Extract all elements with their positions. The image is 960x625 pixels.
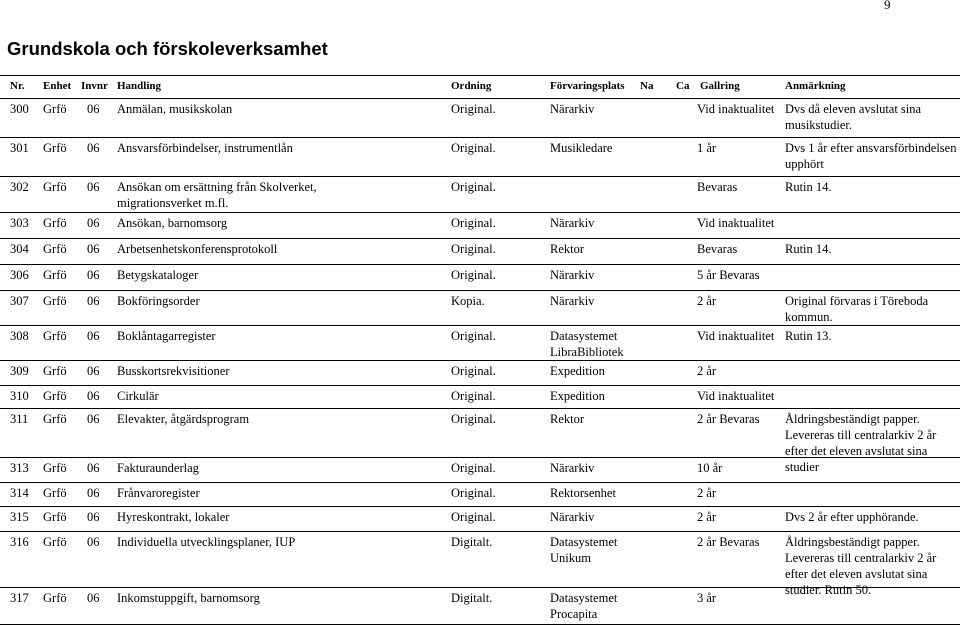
cell-invnr: 06 [87, 535, 100, 549]
cell-handling: Elevakter, åtgärdsprogram [117, 412, 250, 426]
cell-forvaringsplats: Rektorsenhet [550, 486, 616, 500]
cell-enhet: Grfö [43, 510, 67, 524]
header-anmarkning: Anmärkning [785, 80, 846, 92]
cell-handling: Boklåntagarregister [117, 329, 216, 343]
cell-gallring: 2 år [697, 364, 717, 378]
cell-anmarkning: Original förvaras i Töreboda kommun. [785, 294, 929, 324]
cell-ordning: Digitalt. [451, 591, 493, 605]
cell-gallring: Vid inaktualitet [697, 216, 775, 230]
cell-invnr: 06 [87, 242, 100, 256]
cell-gallring: 2 år [697, 510, 717, 524]
cell-forvaringsplats: Datasystemet Procapita [550, 591, 618, 621]
cell-enhet: Grfö [43, 268, 67, 282]
cell-handling: Inkomstuppgift, barnomsorg [117, 591, 260, 605]
cell-ordning: Original. [451, 486, 496, 500]
cell-invnr: 06 [87, 216, 100, 230]
cell-gallring: 2 år [697, 294, 717, 308]
cell-invnr: 06 [87, 294, 100, 308]
cell-ordning: Original. [451, 364, 496, 378]
cell-nr: 307 [10, 294, 29, 308]
page-number: 9 [884, 0, 891, 12]
cell-forvaringsplats: Närarkiv [550, 461, 595, 475]
cell-enhet: Grfö [43, 461, 67, 475]
cell-handling: Ansökan, barnomsorg [117, 216, 228, 230]
cell-anmarkning: Rutin 14. [785, 180, 832, 194]
cell-gallring: Vid inaktualitet [697, 329, 775, 343]
cell-nr: 308 [10, 329, 29, 343]
cell-enhet: Grfö [43, 216, 67, 230]
cell-ordning: Original. [451, 268, 496, 282]
page-title: Grundskola och förskoleverksamhet [7, 38, 328, 59]
table-row [0, 532, 960, 597]
header-forvaringsplats: Förvaringsplats [550, 80, 625, 92]
cell-gallring: Bevaras [697, 180, 738, 194]
cell-ordning: Original. [451, 141, 496, 155]
cell-gallring: Vid inaktualitet [697, 389, 775, 403]
cell-invnr: 06 [87, 329, 100, 343]
cell-ordning: Original. [451, 180, 496, 194]
cell-enhet: Grfö [43, 329, 67, 343]
cell-handling: Ansvarsförbindelser, instrumentlån [117, 141, 293, 155]
cell-nr: 313 [10, 461, 29, 475]
cell-nr: 304 [10, 242, 29, 256]
header-invnr: Invnr [81, 80, 108, 92]
cell-ordning: Digitalt. [451, 535, 493, 549]
table-row [0, 483, 960, 507]
table-row [0, 588, 960, 625]
cell-invnr: 06 [87, 510, 100, 524]
cell-nr: 316 [10, 535, 29, 549]
cell-handling: Bokföringsorder [117, 294, 200, 308]
table-row [0, 99, 960, 138]
cell-anmarkning: Åldringsbeständigt papper. Levereras till centralarkiv 2 år efter det eleven avslutat sina studier [785, 412, 937, 474]
cell-handling: Cirkulär [117, 389, 159, 403]
cell-handling: Individuella utvecklingsplaner, IUP [117, 535, 296, 549]
cell-forvaringsplats: Datasystemet LibraBibliotek [550, 329, 624, 359]
header-ca: Ca [676, 80, 690, 92]
table-header [0, 75, 960, 99]
cell-nr: 314 [10, 486, 29, 500]
header-enhet: Enhet [43, 80, 72, 92]
cell-enhet: Grfö [43, 242, 67, 256]
cell-invnr: 06 [87, 591, 100, 605]
cell-ordning: Original. [451, 412, 496, 426]
table-row [0, 138, 960, 177]
cell-enhet: Grfö [43, 486, 67, 500]
cell-nr: 300 [10, 102, 29, 116]
cell-gallring: 10 år [697, 461, 723, 475]
cell-nr: 315 [10, 510, 29, 524]
table-body [0, 99, 960, 625]
header-gallring: Gallring [700, 80, 740, 92]
header-handling: Handling [117, 80, 162, 92]
table-row [0, 213, 960, 239]
cell-nr: 310 [10, 389, 29, 403]
table-row [0, 361, 960, 386]
cell-gallring: Vid inaktualitet [697, 102, 775, 116]
cell-handling: Arbetsenhetskonferensprotokoll [117, 242, 278, 256]
cell-invnr: 06 [87, 141, 100, 155]
cell-forvaringsplats: Expedition [550, 364, 605, 378]
cell-invnr: 06 [87, 461, 100, 475]
cell-invnr: 06 [87, 486, 100, 500]
cell-invnr: 06 [87, 389, 100, 403]
cell-ordning: Original. [451, 461, 496, 475]
cell-handling: Frånvaroregister [117, 486, 200, 500]
header-nr: Nr. [10, 80, 25, 92]
cell-anmarkning: Rutin 14. [785, 242, 832, 256]
cell-enhet: Grfö [43, 389, 67, 403]
cell-forvaringsplats: Närarkiv [550, 216, 595, 230]
cell-enhet: Grfö [43, 591, 67, 605]
cell-nr: 302 [10, 180, 29, 194]
cell-anmarkning: Dvs 2 år efter upphörande. [785, 510, 919, 524]
cell-ordning: Original. [451, 102, 496, 116]
cell-invnr: 06 [87, 268, 100, 282]
cell-enhet: Grfö [43, 294, 67, 308]
cell-nr: 317 [10, 591, 29, 605]
table-row [0, 239, 960, 265]
cell-forvaringsplats: Närarkiv [550, 510, 595, 524]
cell-forvaringsplats: Närarkiv [550, 294, 595, 308]
cell-ordning: Original. [451, 389, 496, 403]
cell-enhet: Grfö [43, 535, 67, 549]
cell-gallring: 5 år Bevaras [697, 268, 760, 282]
cell-gallring: 2 år [697, 486, 717, 500]
cell-nr: 301 [10, 141, 29, 155]
cell-gallring: 2 år Bevaras [697, 535, 760, 549]
table-row [0, 265, 960, 291]
header-ordning: Ordning [451, 80, 492, 92]
cell-gallring: 2 år Bevaras [697, 412, 760, 426]
cell-forvaringsplats: Närarkiv [550, 268, 595, 282]
cell-enhet: Grfö [43, 102, 67, 116]
cell-ordning: Original. [451, 510, 496, 524]
cell-gallring: Bevaras [697, 242, 738, 256]
cell-nr: 311 [10, 412, 29, 426]
cell-enhet: Grfö [43, 141, 67, 155]
cell-ordning: Original. [451, 329, 496, 343]
table-row [0, 291, 960, 326]
cell-handling: Ansökan om ersättning från Skolverket, migrationsverket m.fl. [117, 180, 317, 210]
cell-forvaringsplats: Datasystemet Unikum [550, 535, 618, 565]
table-row [0, 326, 960, 361]
cell-ordning: Original. [451, 216, 496, 230]
cell-forvaringsplats: Rektor [550, 412, 585, 426]
cell-forvaringsplats: Rektor [550, 242, 585, 256]
cell-invnr: 06 [87, 364, 100, 378]
records-table [0, 75, 960, 625]
cell-forvaringsplats: Närarkiv [550, 102, 595, 116]
cell-enhet: Grfö [43, 412, 67, 426]
cell-gallring: 1 år [697, 141, 717, 155]
cell-nr: 306 [10, 268, 29, 282]
cell-ordning: Original. [451, 242, 496, 256]
cell-invnr: 06 [87, 412, 100, 426]
cell-handling: Fakturaunderlag [117, 461, 199, 475]
table-row [0, 386, 960, 409]
cell-anmarkning: Dvs 1 år efter ansvarsförbindelsen upphört [785, 141, 957, 171]
cell-forvaringsplats: Expedition [550, 389, 605, 403]
header-na: Na [640, 80, 654, 92]
cell-nr: 309 [10, 364, 29, 378]
cell-invnr: 06 [87, 102, 100, 116]
cell-anmarkning: Åldringsbeständigt papper. Levereras till centralarkiv 2 år efter det eleven avslutat sina studier. Rutin 50. [785, 535, 937, 597]
cell-anmarkning: Dvs då eleven avslutat sina musikstudier. [785, 102, 922, 132]
cell-enhet: Grfö [43, 180, 67, 194]
cell-enhet: Grfö [43, 364, 67, 378]
cell-handling: Hyreskontrakt, lokaler [117, 510, 230, 524]
cell-gallring: 3 år [697, 591, 717, 605]
cell-handling: Betygskataloger [117, 268, 199, 282]
cell-handling: Anmälan, musikskolan [117, 102, 233, 116]
cell-nr: 303 [10, 216, 29, 230]
table-row [0, 507, 960, 532]
table-row [0, 177, 960, 213]
cell-ordning: Kopia. [451, 294, 485, 308]
cell-anmarkning: Rutin 13. [785, 329, 832, 343]
cell-forvaringsplats: Musikledare [550, 141, 613, 155]
cell-invnr: 06 [87, 180, 100, 194]
cell-handling: Busskortsrekvisitioner [117, 364, 230, 378]
table-row [0, 458, 960, 483]
